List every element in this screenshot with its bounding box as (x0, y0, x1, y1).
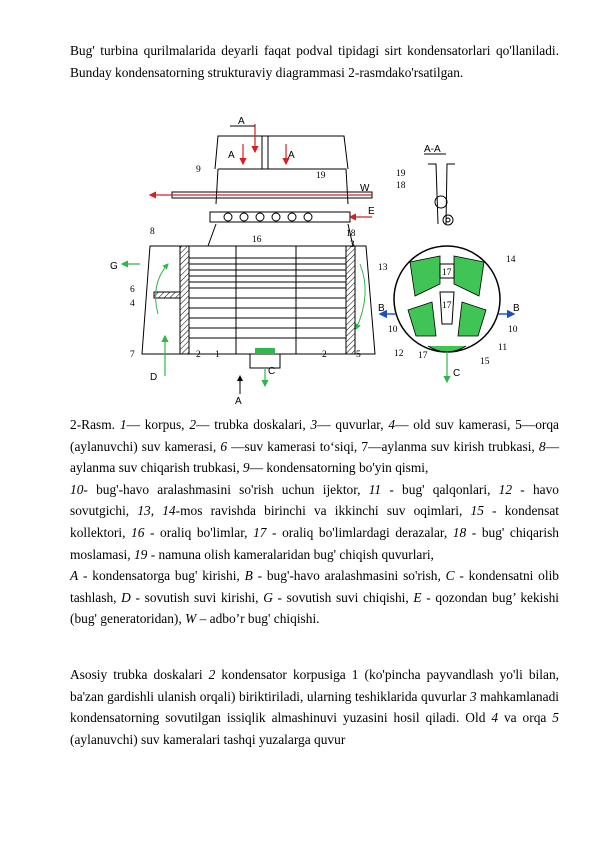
ref-number: D (121, 589, 131, 605)
ref-number: 3 (469, 688, 477, 704)
text-run: - havo sovutgichi, (70, 481, 559, 519)
svg-text:18: 18 (346, 229, 356, 239)
text-run: - sovutish suvi kirishi, (130, 589, 264, 605)
ref-number: B (244, 568, 253, 584)
svg-text:6: 6 (130, 285, 135, 295)
ref-number: W (185, 611, 197, 627)
label-d: D (150, 372, 158, 383)
label-a-left: A (228, 150, 235, 161)
label-e: E (368, 206, 375, 217)
section-label: A-A (424, 144, 441, 155)
ref-number: 9 (242, 460, 250, 476)
ref-number: 3 (310, 417, 318, 432)
text-run: (aylanuvchi) suv kameralari tashqi yuzalarga quvur (70, 731, 346, 747)
ref-number: 19 (133, 546, 148, 562)
text-run: 2-Rasm. (70, 417, 120, 432)
text-run: — kondensatorning bo'yin qismi, (249, 460, 429, 476)
tube-bundle (189, 258, 346, 338)
ref-number: 4 (388, 417, 396, 432)
condenser-diagram (110, 114, 535, 406)
ref-number: 5 (552, 710, 559, 726)
svg-text:9: 9 (196, 165, 201, 175)
ref-number: 4 (491, 710, 499, 726)
text-run: - oraliq bo'limlar, (144, 524, 254, 540)
label-c-right: C (453, 368, 461, 379)
label-a-top: A (238, 116, 245, 127)
text-run: -mos ravishda birinchi va ikkinchi suv oqimlari, (175, 503, 471, 519)
text-run: kondensator korpusiga 1 (ko'pincha payvandlash yo'li bilan, ba'zan gardishli ulanish orqali) biriktiriladi, ularning teshiklarida quvurlar (70, 667, 559, 704)
intro-paragraph: Bug' turbina qurilmalarida deyarli faqat podval tipidagi sirt kondensatorlari qo'llaniladi. Bunday kondensatorning strukturaviy diagrammasi 2-rasmdako'rsatilgan. (70, 43, 559, 80)
text-run: - bug' chiqarish moslamasi, (70, 524, 559, 562)
ref-number: 12 (498, 481, 513, 497)
ref-number: 2 (189, 417, 197, 432)
svg-text:16: 16 (252, 235, 262, 245)
svg-text:10: 10 (388, 325, 398, 335)
label-a-bottom: A (235, 396, 242, 406)
ref-number: 16 (131, 524, 145, 540)
svg-text:17: 17 (442, 301, 452, 311)
text-run: - namuna olish kameralaridan bug' chiqish quvurlari, (147, 546, 434, 562)
svg-text:3: 3 (350, 240, 355, 250)
text-run: va orqa (498, 710, 553, 726)
label-b-left: B (378, 303, 385, 314)
text-run: - kondensatni olib tashlash, (70, 568, 559, 605)
svg-text:4: 4 (130, 299, 135, 309)
text-run: - qozondan bug’ kekishi (bug' generatoridan), (70, 589, 560, 627)
ref-number: C (445, 568, 455, 584)
text-run: mahkamlanadi kondensatorning sovutilgan issiqlik almashinuvi yuzasini hosil qiladi. Old (70, 688, 559, 726)
text-run: - kondensatorga bug' kirishi, (78, 568, 245, 584)
ref-number: 15 (470, 503, 484, 519)
label-a-right: A (288, 150, 295, 161)
text-run: - sovutish suvi chiqishi, (272, 589, 414, 605)
svg-text:11: 11 (498, 343, 508, 353)
ref-number: E (413, 589, 422, 605)
svg-text:12: 12 (394, 349, 404, 359)
text-run: - bug'-havo aralashmasini so'rish, (252, 568, 446, 584)
text-run: - kondensat kollektori, (70, 503, 559, 540)
svg-text:19: 19 (316, 171, 326, 181)
figure-caption (70, 414, 559, 630)
text-run: —suv kamerasi to‘siqi, 7—aylanma suv kirish trubkasi, (227, 438, 539, 454)
svg-text:10: 10 (508, 325, 518, 335)
svg-text:2: 2 (196, 350, 201, 360)
ref-number: 2 (208, 667, 216, 682)
svg-text:5: 5 (356, 350, 361, 360)
svg-text:2: 2 (322, 350, 327, 360)
text-run: — korpus, (126, 417, 190, 432)
side-view (142, 136, 375, 368)
svg-text:14: 14 (506, 255, 516, 265)
ref-number: 11 (368, 481, 382, 497)
svg-text:8: 8 (150, 227, 155, 237)
svg-text:18: 18 (396, 181, 406, 191)
label-c-left: C (268, 366, 276, 377)
label-g: G (110, 261, 118, 272)
ref-number: G (263, 589, 273, 605)
label-w: W (360, 183, 370, 194)
steam-nozzles (224, 213, 312, 221)
text-run: - bug' qalqonlari, (381, 481, 499, 497)
caption-parts-1 (70, 414, 559, 479)
caption-legend-arrows (70, 565, 559, 630)
ref-number: 10 (70, 481, 84, 497)
text-run: — aylanma suv chiqarish trubkasi, (70, 438, 559, 476)
ref-number: 1 (119, 417, 127, 432)
svg-text:15: 15 (480, 357, 490, 367)
text-run: Asosiy trubka doskalari (70, 667, 209, 682)
ref-number: 8 (538, 438, 546, 454)
text-run: - oraliq bo'limlardagi derazalar, (266, 524, 453, 540)
ref-number: A (70, 568, 79, 584)
caption-parts-2 (70, 479, 559, 565)
label-b-right: B (513, 303, 520, 314)
svg-text:13: 13 (378, 263, 388, 273)
ref-number: 6 (220, 438, 228, 454)
text-run: - bug'-havo aralashmasini so'rish uchun ijektor, (83, 481, 369, 497)
section-view (380, 144, 514, 382)
svg-text:19: 19 (396, 169, 406, 179)
text-run: — old suv kamerasi, 5—orqa (aylanuvchi) suv kamerasi, (70, 417, 559, 454)
svg-text:1: 1 (215, 350, 220, 360)
svg-text:7: 7 (130, 350, 135, 360)
ref-number: 13, 14 (137, 503, 176, 519)
svg-text:17: 17 (418, 351, 428, 361)
body-paragraph (70, 664, 559, 750)
ref-number: 17 (253, 524, 267, 540)
text-run: — trubka doskalari, (196, 417, 311, 432)
svg-text:17: 17 (442, 268, 452, 278)
text-run: — quvurlar, (317, 417, 389, 432)
text-run: – adbo’r bug' chiqishi. (196, 611, 320, 627)
ref-number: 18 (452, 524, 467, 540)
